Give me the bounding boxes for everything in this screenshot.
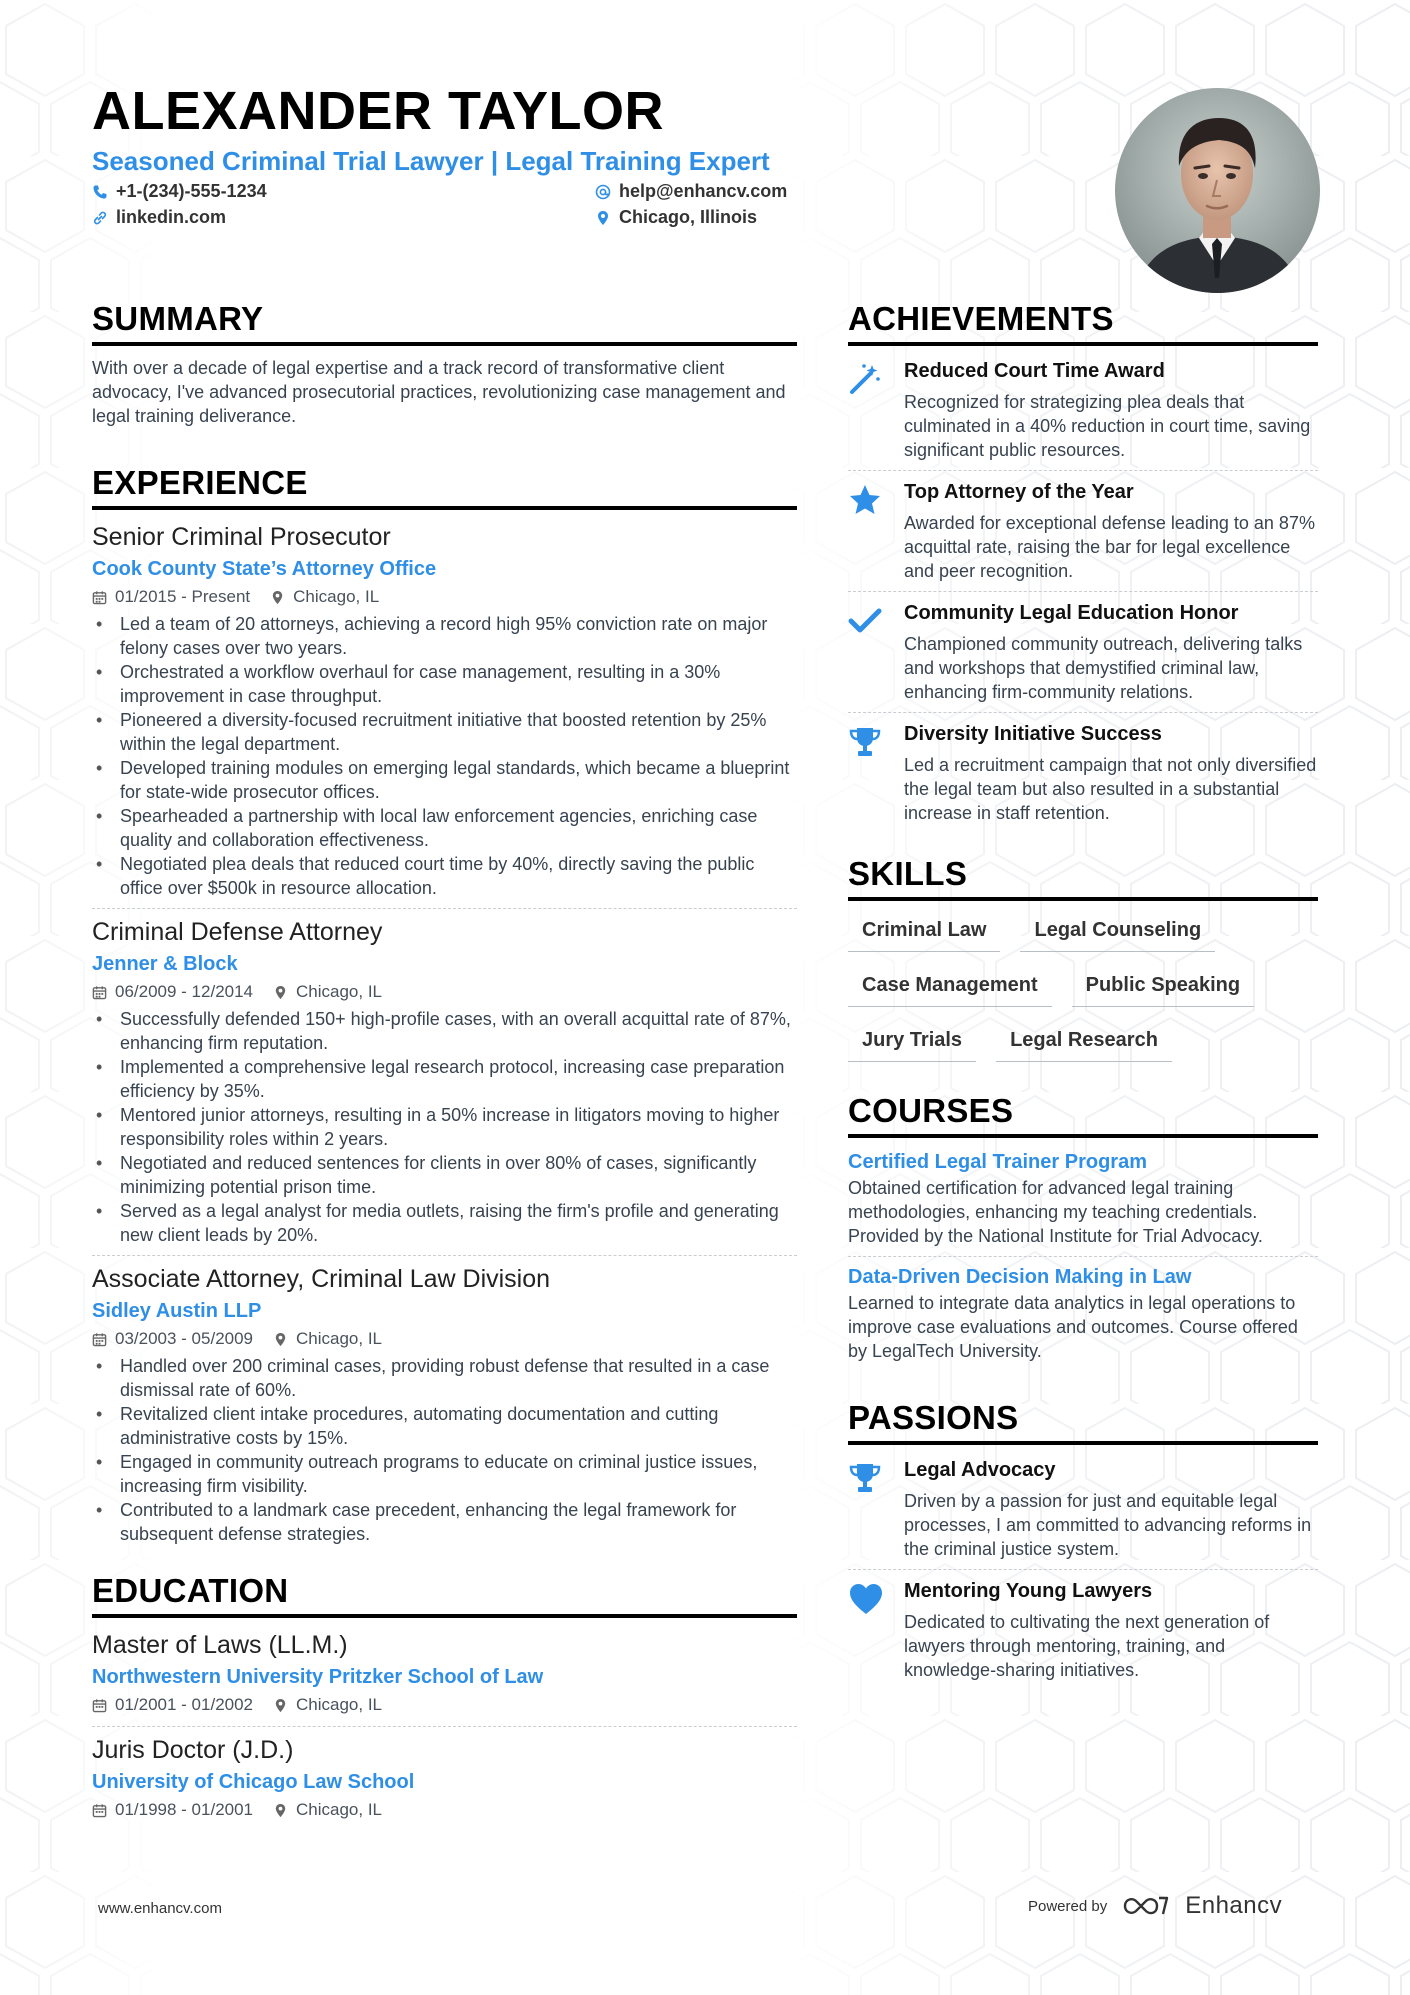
linkedin-text: linkedin.com — [116, 207, 227, 227]
skill-tag: Criminal Law — [848, 911, 1000, 952]
achievement-title: Top Attorney of the Year — [904, 481, 1134, 503]
job-dates: 03/2003 - 05/2009 — [115, 1329, 254, 1348]
skills-list — [848, 911, 1318, 1062]
courses-title: COURSES — [848, 1092, 1318, 1138]
company-name: Jenner & Block — [92, 953, 238, 975]
course-item — [848, 1263, 1318, 1363]
education-dates: 01/1998 - 01/2001 — [115, 1800, 254, 1819]
skill-tag: Case Management — [848, 966, 1052, 1007]
job-location: Chicago, IL — [296, 1329, 383, 1348]
skills-title: SKILLS — [848, 855, 1318, 901]
summary-text: With over a decade of legal expertise and a track record of transformative client advocacy, I've advanced prosecutorial practices, revolutionizing case management and legal training deliverance. — [92, 358, 786, 426]
job-bullets — [92, 1007, 797, 1247]
divider — [848, 712, 1318, 713]
job-meta — [92, 584, 797, 610]
candidate-headline: Seasoned Criminal Trial Lawyer | Legal Training Expert — [92, 146, 770, 176]
school-name: University of Chicago Law School — [92, 1771, 415, 1793]
job-dates: 06/2009 - 12/2014 — [115, 982, 254, 1001]
job-bullet: • Contributed to a landmark case precedent, enhancing the legal framework for subsequent defense strategies. — [92, 1498, 797, 1546]
job-title: Associate Attorney, Criminal Law Division — [92, 1265, 551, 1293]
skill-tag: Legal Research — [996, 1021, 1172, 1062]
courses-section — [848, 1092, 1318, 1363]
passion-title: Legal Advocacy — [904, 1459, 1056, 1481]
education-meta — [92, 1797, 797, 1823]
passion-title: Mentoring Young Lawyers — [904, 1580, 1153, 1602]
powered-by-label: Powered by — [1028, 1897, 1108, 1915]
passion-item — [848, 1455, 1318, 1561]
skills-section — [848, 855, 1318, 1062]
location-pin-icon — [595, 210, 611, 226]
job-bullet: • Engaged in community outreach programs to educate on criminal justice issues, increasing firm visibility. — [92, 1450, 797, 1498]
footer-branding — [1028, 1892, 1282, 1920]
job-bullets — [92, 1354, 797, 1546]
enhancv-brand-name: Enhancv — [1185, 1892, 1283, 1919]
education-location: Chicago, IL — [296, 1800, 383, 1819]
job-title: Senior Criminal Prosecutor — [92, 523, 391, 551]
education-dates: 01/2001 - 01/2002 — [115, 1695, 254, 1714]
job-bullet: • Negotiated and reduced sentences for clients in over 80% of cases, significantly minimizing potential prison time. — [92, 1151, 797, 1199]
enhancv-logo-icon — [1123, 1894, 1169, 1918]
job-bullet: • Handled over 200 criminal cases, providing robust defense that resulted in a case dismissal rate of 60%. — [92, 1354, 797, 1402]
achievement-item — [848, 719, 1318, 825]
checkmark-icon — [848, 604, 882, 638]
job-bullet: • Negotiated plea deals that reduced court time by 40%, directly saving the public office over $500k in resource allocation. — [92, 852, 797, 900]
phone-icon — [92, 184, 108, 200]
job-meta — [92, 979, 797, 1005]
passion-desc: Dedicated to cultivating the next generation of lawyers through mentoring, training, and knowledge-sharing initiatives. — [904, 1612, 1270, 1680]
passion-desc: Driven by a passion for just and equitable legal processes, I am committed to advancing reforms in the criminal justice system. — [904, 1491, 1312, 1559]
education-entry — [92, 1733, 797, 1823]
location-pin-icon — [273, 1803, 288, 1818]
course-title: Data-Driven Decision Making in Law — [848, 1266, 1192, 1288]
location-pin-icon — [270, 590, 285, 605]
divider — [848, 1256, 1318, 1257]
achievements-section — [848, 300, 1318, 825]
divider — [848, 1569, 1318, 1570]
candidate-name: ALEXANDER TAYLOR — [92, 81, 665, 141]
passion-item — [848, 1576, 1318, 1682]
link-icon — [92, 210, 108, 226]
skill-tag: Jury Trials — [848, 1021, 976, 1062]
achievement-item — [848, 598, 1318, 704]
company-name: Cook County State’s Attorney Office — [92, 558, 437, 580]
course-desc: Obtained certification for advanced legal training methodologies, enhancing my teaching credentials. Provided by the National Institute for Trial Advocacy. — [848, 1178, 1263, 1246]
job-bullet: • Orchestrated a workflow overhaul for case management, resulting in a 30% improvement in case throughput. — [92, 660, 797, 708]
divider — [848, 470, 1318, 471]
job-bullet: • Pioneered a diversity-focused recruitment initiative that boosted retention by 25% within the legal department. — [92, 708, 797, 756]
job-bullet: • Revitalized client intake procedures, automating documentation and cutting administrative costs by 15%. — [92, 1402, 797, 1450]
calendar-icon — [92, 985, 107, 1000]
job-location: Chicago, IL — [296, 982, 383, 1001]
education-meta — [92, 1692, 797, 1718]
job-bullet: • Developed training modules on emerging legal standards, which became a blueprint for state-wide prosecutor offices. — [92, 756, 797, 804]
company-name: Sidley Austin LLP — [92, 1300, 262, 1322]
course-item — [848, 1148, 1318, 1248]
achievement-desc: Championed community outreach, delivering talks and workshops that demystified criminal law, enhancing firm-community relations. — [904, 634, 1303, 702]
skill-tag: Legal Counseling — [1020, 911, 1215, 952]
calendar-icon — [92, 1698, 107, 1713]
education-entry — [92, 1628, 797, 1718]
job-entry — [92, 1262, 797, 1546]
divider — [92, 908, 797, 909]
star-icon — [848, 483, 882, 517]
calendar-icon — [92, 1332, 107, 1347]
divider — [92, 1255, 797, 1256]
divider — [92, 1726, 797, 1727]
job-title: Criminal Defense Attorney — [92, 918, 383, 946]
heart-icon — [848, 1582, 884, 1616]
calendar-icon — [92, 590, 107, 605]
summary-section — [92, 300, 797, 428]
linkedin-contact[interactable] — [92, 207, 226, 228]
achievement-title: Community Legal Education Honor — [904, 602, 1239, 624]
job-bullet: • Spearheaded a partnership with local law enforcement agencies, enriching case quality and collaboration effectiveness. — [92, 804, 797, 852]
achievement-title: Diversity Initiative Success — [904, 723, 1162, 745]
job-dates: 01/2015 - Present — [115, 587, 251, 606]
achievement-item — [848, 477, 1318, 583]
job-bullet: • Served as a legal analyst for media outlets, raising the firm's profile and generating new client leads by 20%. — [92, 1199, 797, 1247]
education-title: EDUCATION — [92, 1572, 797, 1618]
job-bullet: • Successfully defended 150+ high-profile cases, with an overall acquittal rate of 87%, enhancing firm reputation. — [92, 1007, 797, 1055]
course-title: Certified Legal Trainer Program — [848, 1151, 1147, 1173]
passions-section — [848, 1399, 1318, 1682]
job-bullet: • Mentored junior attorneys, resulting in a 50% increase in litigators moving to higher responsibility roles within 2 years. — [92, 1103, 797, 1151]
skill-tag: Public Speaking — [1072, 966, 1254, 1007]
achievements-title: ACHIEVEMENTS — [848, 300, 1318, 346]
footer-website[interactable]: www.enhancv.com — [98, 1900, 222, 1917]
achievement-desc: Led a recruitment campaign that not only diversified the legal team but also resulted in a substantial increase in staff retention. — [904, 755, 1317, 823]
summary-title: SUMMARY — [92, 300, 797, 346]
job-location: Chicago, IL — [293, 587, 380, 606]
experience-section — [92, 464, 797, 1546]
passions-title: PASSIONS — [848, 1399, 1318, 1445]
achievement-desc: Awarded for exceptional defense leading to an 87% acquittal rate, raising the bar for legal excellence and peer recognition. — [904, 513, 1315, 581]
at-sign-icon — [595, 184, 611, 200]
location-text: Chicago, Illinois — [619, 207, 758, 227]
job-bullet: • Led a team of 20 attorneys, achieving a record high 95% conviction rate on major felony cases over two years. — [92, 612, 797, 660]
degree-title: Juris Doctor (J.D.) — [92, 1736, 294, 1764]
achievement-desc: Recognized for strategizing plea deals that culminated in a 40% reduction in court time, saving significant public resources. — [904, 392, 1311, 460]
experience-title: EXPERIENCE — [92, 464, 797, 510]
location-pin-icon — [273, 985, 288, 1000]
achievement-item — [848, 356, 1318, 462]
course-desc: Learned to integrate data analytics in legal operations to improve case evaluations and outcomes. Course offered by LegalTech University. — [848, 1293, 1298, 1361]
job-entry — [92, 915, 797, 1247]
email-contact[interactable] — [595, 181, 787, 202]
job-meta — [92, 1326, 797, 1352]
degree-title: Master of Laws (LL.M.) — [92, 1631, 348, 1659]
job-bullet: • Implemented a comprehensive legal research protocol, increasing case preparation efficiency by 35%. — [92, 1055, 797, 1103]
education-section — [92, 1572, 797, 1823]
job-entry — [92, 520, 797, 900]
location-pin-icon — [273, 1698, 288, 1713]
magic-wand-icon — [848, 362, 882, 396]
profile-photo — [1115, 88, 1320, 293]
trophy-icon — [848, 1461, 882, 1495]
job-bullets — [92, 612, 797, 900]
phone-contact[interactable] — [92, 181, 267, 202]
school-name: Northwestern University Pritzker School of Law — [92, 1666, 544, 1688]
divider — [848, 591, 1318, 592]
location-pin-icon — [273, 1332, 288, 1347]
location-contact — [595, 207, 757, 228]
right-column — [848, 300, 1318, 1682]
left-column — [92, 300, 797, 1825]
email-text: help@enhancv.com — [619, 181, 788, 201]
achievement-title: Reduced Court Time Award — [904, 360, 1165, 382]
trophy-icon — [848, 725, 882, 759]
education-location: Chicago, IL — [296, 1695, 383, 1714]
phone-text: +1-(234)-555-1234 — [116, 181, 267, 201]
calendar-icon — [92, 1803, 107, 1818]
